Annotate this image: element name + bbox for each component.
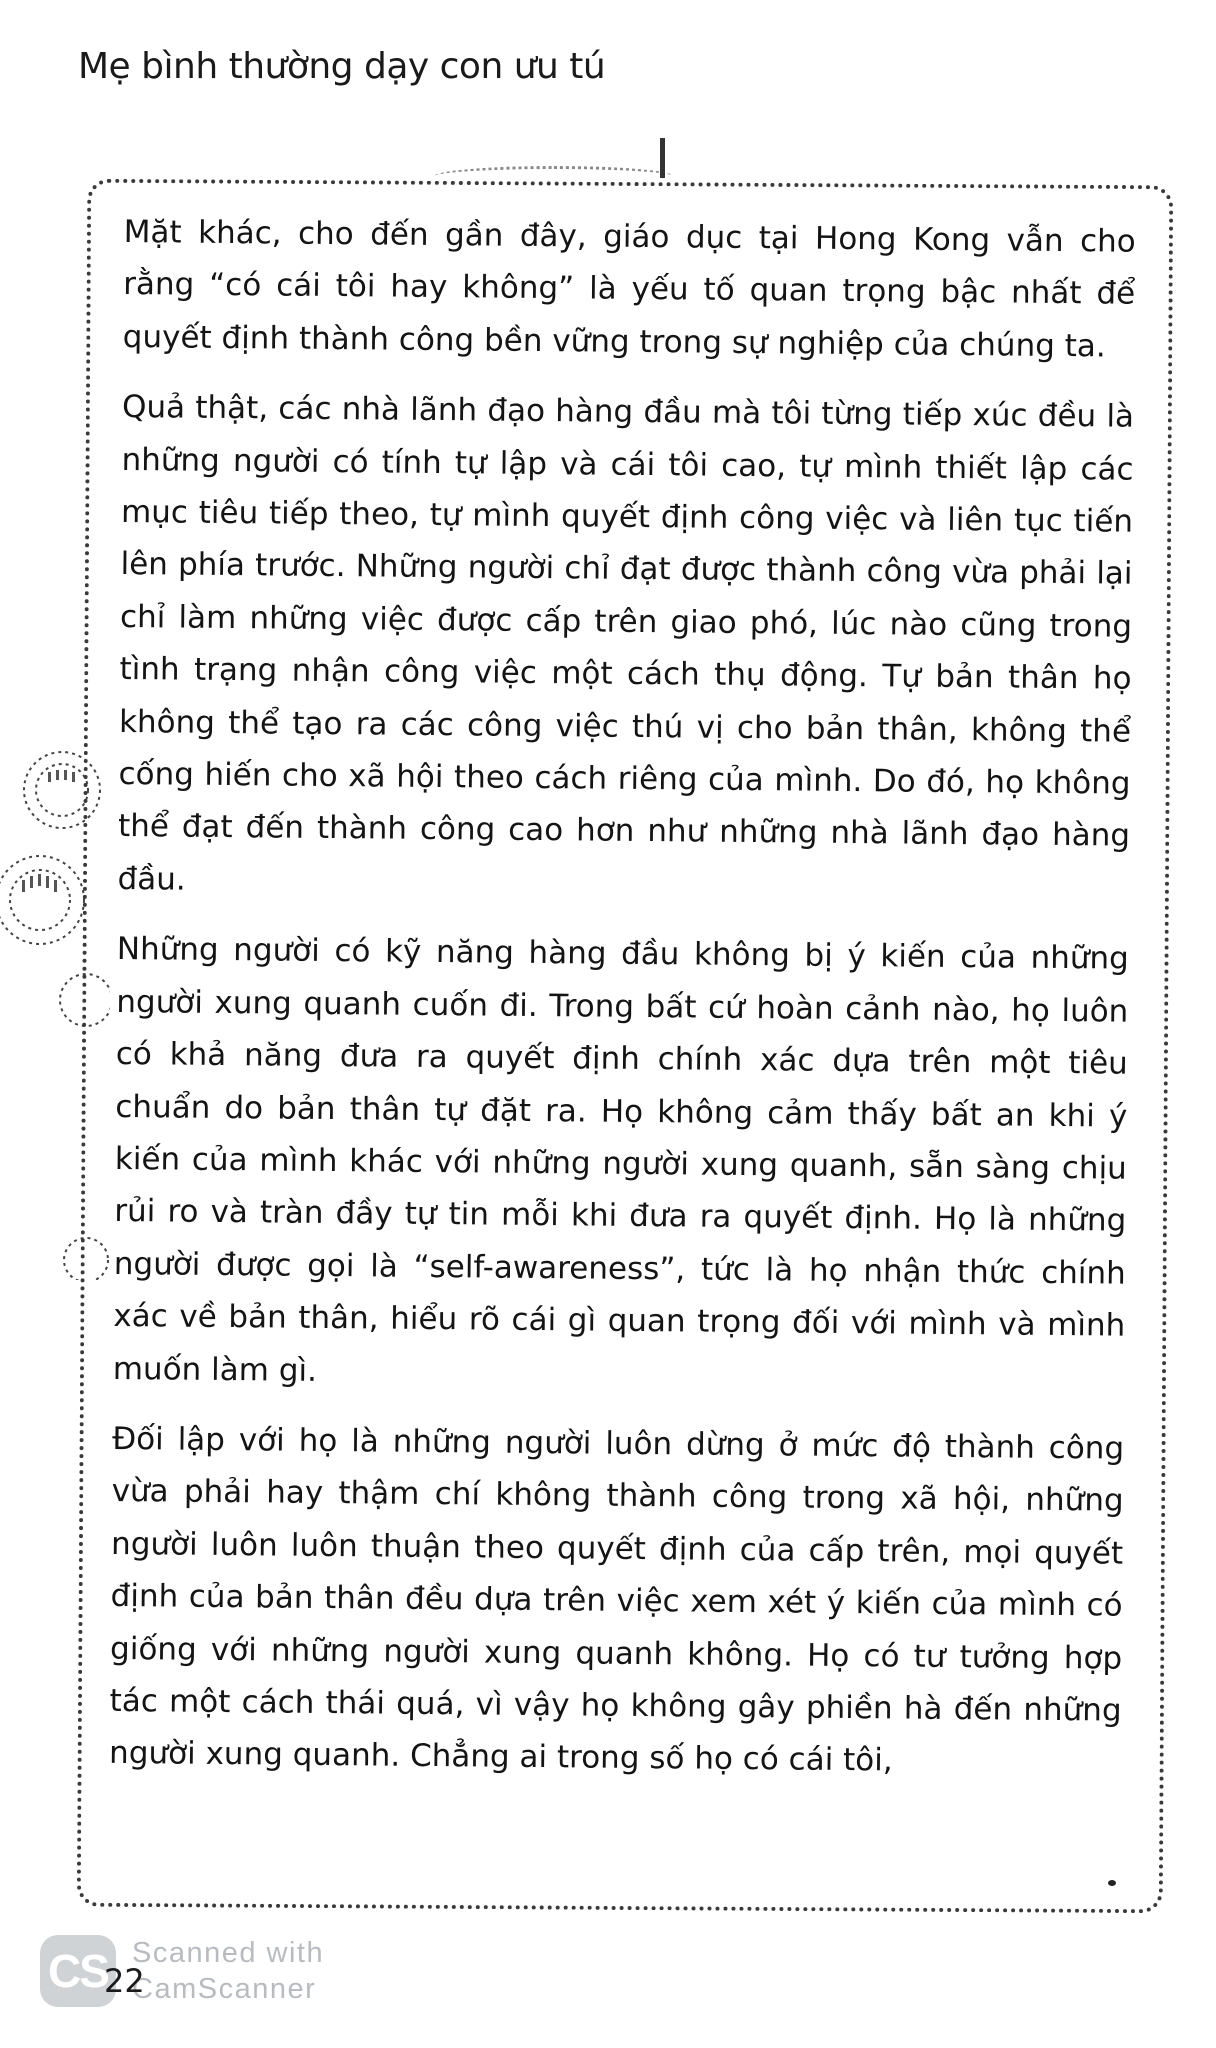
ink-dot xyxy=(1108,1880,1116,1886)
watermark-line-1: Scanned with xyxy=(132,1937,325,1969)
paragraph: Quả thật, các nhà lãnh đạo hàng đầu mà tôi từng tiếp xúc đều là những người có tính tự lập và cái tôi cao, tự mình thiết lập các mục tiêu tiếp theo, tự mình quyết định công việc và liên tục tiến lên phía trước. Những người chỉ đạt được thành công vừa phải lại chỉ làm những việc được cấp trên giao phó, lúc nào cũng trong tình trạng nhận công việc một cách thụ động. Tự bản thân họ không thể tạo ra các công việc thú vị cho bản thân, không thể cống hiến cho xã hội theo cách riêng của mình. Do đó, họ không thể đạt đến thành công cao hơn như những nhà lãnh đạo hàng đầu. xyxy=(117,389,1135,898)
page-number: 22 xyxy=(104,1962,145,2000)
frame-top-bracket xyxy=(660,138,675,178)
paragraph: Đối lập với họ là những người luôn dừng ở mức độ thành công vừa phải hay thậm chí không thành công trong xã hội, những người luôn luôn thuận theo quyết định của cấp trên, mọi quyết định của bản thân đều dựa trên việc xem xét ý kiến của mình có giống với những người xung quanh không. Họ có tư tưởng hợp tác một cách thái quá, vì vậy họ không gây phiền hà đến những người xung quanh. Chẳng ai trong số họ có cái tôi, xyxy=(108,1420,1125,1779)
camscanner-watermark xyxy=(40,1935,324,2007)
running-header-title: Mẹ bình thường dạy con ưu tú xyxy=(78,46,606,87)
paragraph: Những người có kỹ năng hàng đầu không bị ý kiến của những người xung quanh cuốn đi. Trong bất cứ hoàn cảnh nào, họ luôn có khả năng đưa ra quyết định chính xác dựa trên một tiêu chuẩn do bản thân tự đặt ra. Họ không cảm thấy bất an khi ý kiến của mình khác với những người xung quanh, sẵn sàng chịu rủi ro và tràn đầy tự tin mỗi khi đưa ra quyết định. Họ là những người được gọi là “self-awareness”, tức là họ nhận thức chính xác về bản thân, hiểu rõ cái gì quan trọng đối với mình và mình muốn làm gì. xyxy=(112,931,1129,1389)
paragraph: Mặt khác, cho đến gần đây, giáo dục tại Hong Kong vẫn cho rằng “có cái tôi hay không” là yếu tố quan trọng bậc nhất để quyết định thành công bền vững trong sự nghiệp của chúng ta. xyxy=(122,213,1136,365)
watermark-text xyxy=(132,1935,324,2007)
watermark-line-2: CamScanner xyxy=(132,1973,317,2005)
camscanner-logo: CS xyxy=(40,1935,116,2007)
body-text xyxy=(109,206,1136,1807)
